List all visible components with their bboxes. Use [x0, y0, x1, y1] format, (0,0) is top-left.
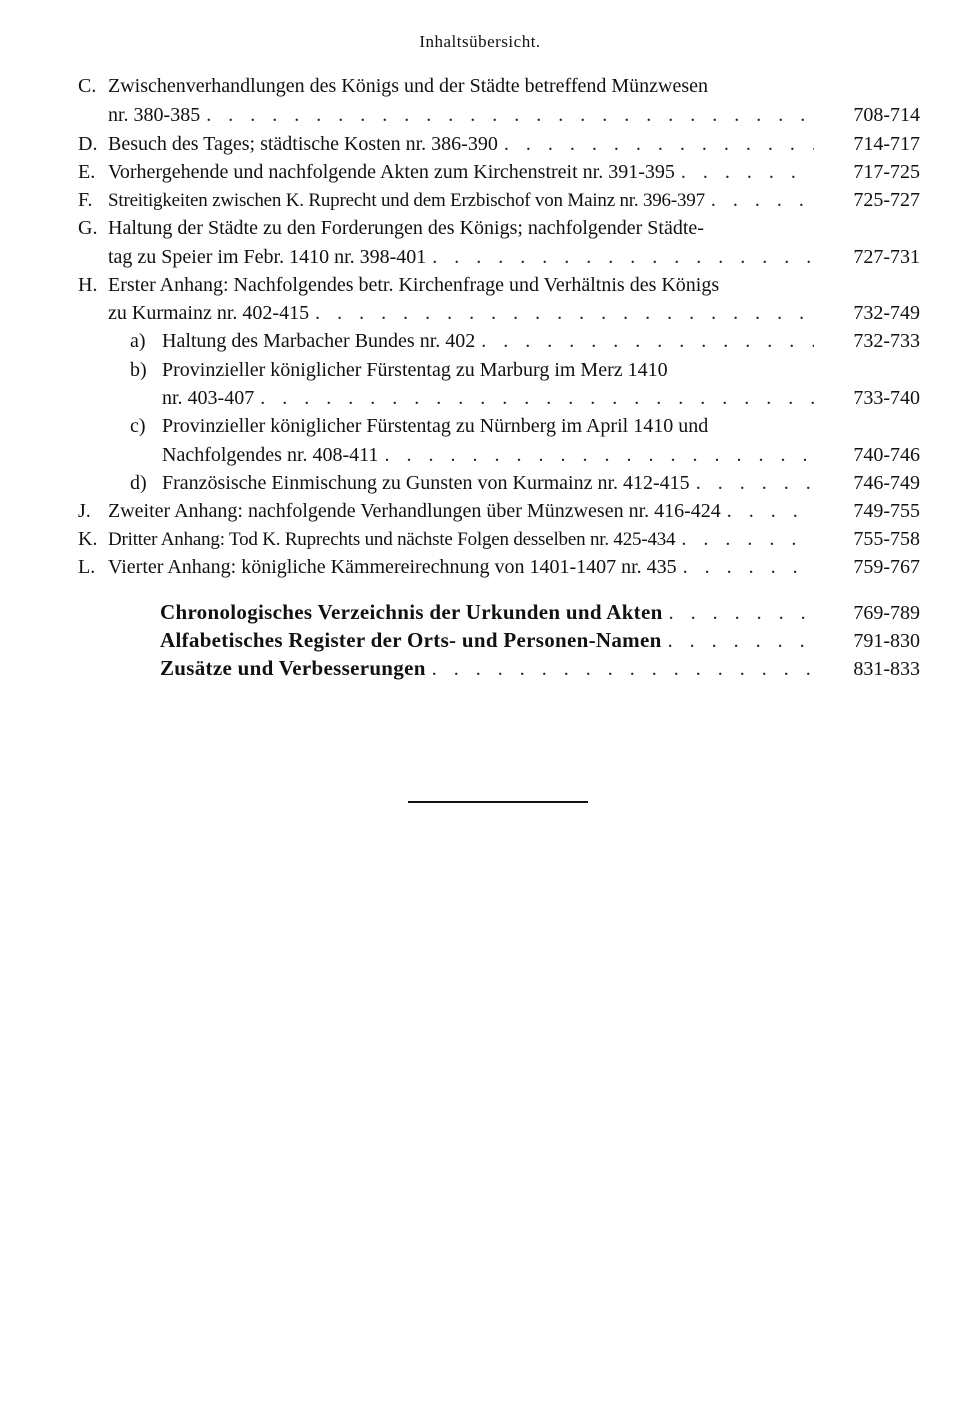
toc-entry-l: [78, 553, 920, 581]
toc-entry-label: L.: [78, 556, 96, 578]
toc-entry-pages: 725-727: [853, 189, 920, 211]
dot-leader: [711, 186, 814, 214]
toc-entry-f: [78, 186, 920, 214]
toc-entry-label: b): [130, 359, 147, 381]
toc-entry-e: [78, 158, 920, 186]
toc-entry-text: Erster Anhang: Nachfolgendes betr. Kirchenfrage und Verhältnis des Königs: [108, 274, 720, 296]
toc-entry-label: a): [130, 330, 146, 352]
dot-leader: [727, 497, 814, 525]
toc-entry-k: [78, 525, 920, 553]
toc-entry-pages: 746-749: [853, 472, 920, 494]
toc-entry-label: G.: [78, 217, 98, 239]
dot-leader: [683, 553, 814, 581]
toc-subentry-c: [130, 412, 920, 440]
page-header: Inhaltsübersicht.: [419, 32, 541, 51]
toc-subentry-c-cont: [162, 441, 920, 469]
toc-entry-label: H.: [78, 274, 98, 296]
toc-entry-text: Provinzieller königlicher Fürstentag zu Marburg im Merz 1410: [162, 359, 668, 381]
toc-entry-text: Haltung des Marbacher Bundes nr. 402: [162, 330, 476, 352]
toc-appendix-chronologisches: [160, 598, 920, 626]
toc-entry-g-cont: [108, 243, 920, 271]
dot-leader: [432, 655, 814, 683]
toc-entry-h-cont: [108, 299, 920, 327]
toc-entry-text: Streitigkeiten zwischen K. Ruprecht und dem Erzbischof von Mainz nr. 396-397: [108, 190, 705, 211]
toc-entry-pages: 714-717: [853, 133, 920, 155]
toc-entry-pages: 733-740: [853, 387, 920, 409]
toc-entry-pages: 769-789: [853, 602, 920, 624]
toc-entry-text: Vierter Anhang: königliche Kämmereirechnung von 1401-1407 nr. 435: [108, 556, 677, 578]
toc-entry-h: [78, 271, 920, 299]
toc-entry-pages: 708-714: [853, 104, 920, 126]
dot-leader: [481, 327, 814, 355]
toc-subentry-d: [130, 469, 920, 497]
toc-entry-text: Französische Einmischung zu Gunsten von Kurmainz nr. 412-415: [162, 472, 690, 494]
toc-entry-text: nr. 403-407: [162, 387, 255, 409]
toc-entry-text: Zwischenverhandlungen des Königs und der Städte betreffend Münzwesen: [108, 75, 709, 97]
dot-leader: [681, 525, 814, 553]
toc-entry-text: Provinzieller königlicher Fürstentag zu Nürnberg im April 1410 und: [162, 415, 709, 437]
toc-subentry-b-cont: [162, 384, 920, 412]
toc-entry-d: [78, 130, 920, 158]
toc-entry-text: tag zu Speier im Febr. 1410 nr. 398-401: [108, 246, 427, 268]
toc-entry-text: Alfabetisches Register der Orts- und Personen-Namen: [160, 628, 662, 652]
toc-entry-text: Vorhergehende und nachfolgende Akten zum Kirchenstreit nr. 391-395: [108, 161, 675, 183]
toc-entry-text: Chronologisches Verzeichnis der Urkunden und Akten: [160, 600, 663, 624]
toc-entry-label: F.: [78, 189, 93, 211]
toc-entry-text: Nachfolgendes nr. 408-411: [162, 444, 379, 466]
dot-leader: [432, 243, 814, 271]
section-divider: [408, 801, 588, 803]
toc-entry-label: E.: [78, 161, 96, 183]
toc-entry-c-cont: [108, 101, 920, 129]
toc-entry-pages: 831-833: [853, 658, 920, 680]
toc-entry-label: J.: [78, 500, 91, 522]
toc-entry-pages: 717-725: [853, 161, 920, 183]
toc-entry-text: Zusätze und Verbesserungen: [160, 656, 426, 680]
toc-entry-label: c): [130, 415, 146, 437]
dot-leader: [696, 469, 814, 497]
toc-appendix-zusaetze: [160, 654, 920, 682]
toc-entry-text: nr. 380-385: [108, 104, 201, 126]
toc-entry-label: C.: [78, 75, 97, 97]
toc-subentry-a: [130, 327, 920, 355]
toc-entry-label: K.: [78, 528, 98, 550]
dot-leader: [504, 130, 814, 158]
dot-leader: [206, 101, 814, 129]
toc-entry-c: [78, 72, 920, 100]
dot-leader: [668, 627, 814, 655]
dot-leader: [260, 384, 814, 412]
toc-entry-text: Haltung der Städte zu den Forderungen des Königs; nachfolgender Städte-: [108, 217, 704, 239]
dot-leader: [315, 299, 814, 327]
toc-entry-pages: 791-830: [853, 630, 920, 652]
toc-entry-pages: 727-731: [853, 246, 920, 268]
toc-entry-text: zu Kurmainz nr. 402-415: [108, 302, 310, 324]
toc-appendix-register: [160, 626, 920, 654]
dot-leader: [669, 599, 814, 627]
toc-entry-label: d): [130, 472, 147, 494]
dot-leader: [384, 441, 814, 469]
toc-entry-pages: 732-749: [853, 302, 920, 324]
toc-entry-text: Dritter Anhang: Tod K. Ruprechts und nächste Folgen desselben nr. 425-434: [108, 529, 676, 550]
toc-subentry-b: [130, 356, 920, 384]
toc-entry-pages: 759-767: [853, 556, 920, 578]
toc-entry-j: [78, 497, 920, 525]
dot-leader: [681, 158, 814, 186]
toc-entry-g: [78, 214, 920, 242]
toc-entry-pages: 749-755: [853, 500, 920, 522]
toc-entry-pages: 755-758: [853, 528, 920, 550]
toc-entry-text: Besuch des Tages; städtische Kosten nr. 386-390: [108, 133, 498, 155]
toc-entry-text: Zweiter Anhang: nachfolgende Verhandlungen über Münzwesen nr. 416-424: [108, 500, 721, 522]
toc-entry-label: D.: [78, 133, 98, 155]
toc-entry-pages: 732-733: [853, 330, 920, 352]
toc-entry-pages: 740-746: [853, 444, 920, 466]
